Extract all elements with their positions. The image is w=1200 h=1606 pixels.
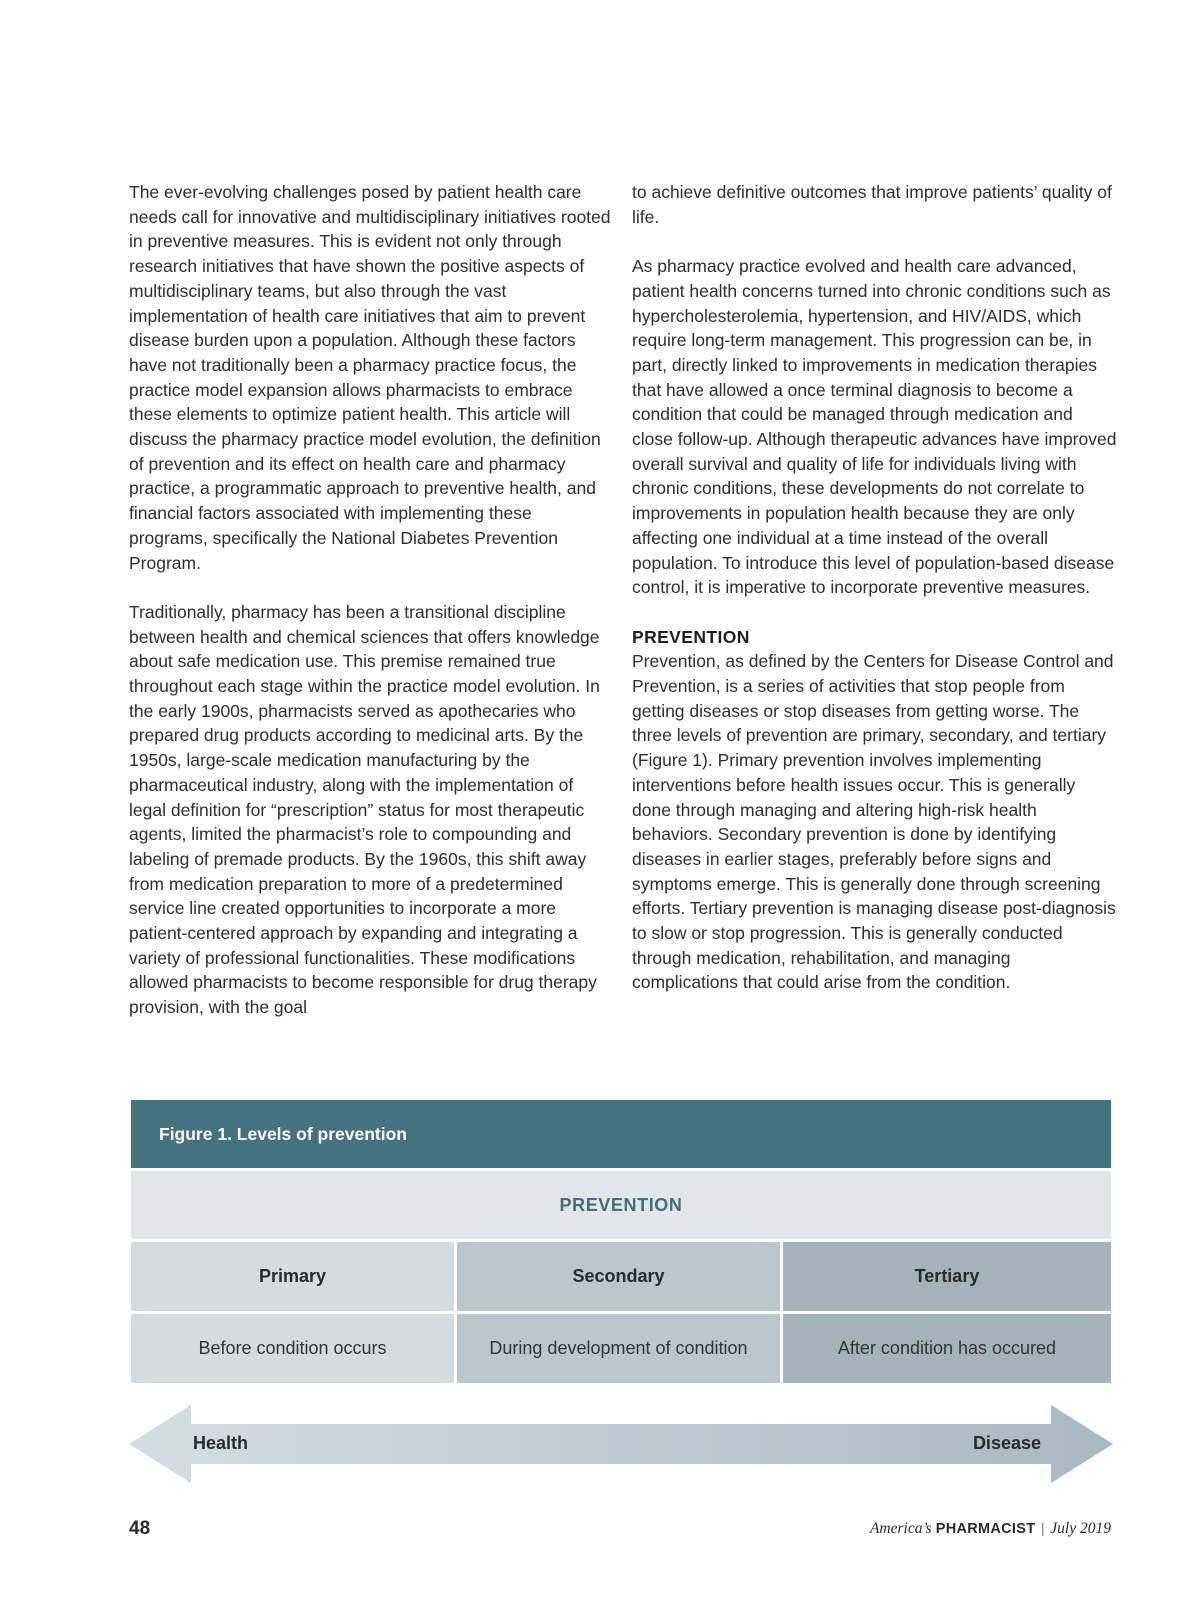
paragraph-prevention-definition: Prevention, as defined by the Centers for Disease Control and Prevention, is a series of activities that stop people from getting diseases or stop diseases from getting worse. The three levels of prevention are primary, secondary, and tertiary (Figure 1). Primary prevention involves implementing interventions before health issues occur. This is generally done through managing and altering high-risk health behaviors. Secondary prevention is done by identifying diseases in earlier stages, preferably before signs and symptoms emerge. This is generally done through screening efforts. Tertiary prevention is managing disease post-diagnosis to slow or stop progression. This is generally conducted through medication, rehabilitation, and managing complications that could arise from the condition. (632, 651, 1116, 993)
figure-prevention-heading: PREVENTION (131, 1171, 1111, 1239)
level-tertiary: Tertiary (783, 1242, 1111, 1311)
arrow-label-disease: Disease (972, 1433, 1041, 1453)
level-secondary: Secondary (457, 1242, 780, 1311)
magazine-prefix: America’s (869, 1520, 932, 1537)
article-right-column (632, 180, 1117, 1020)
running-footer (870, 1520, 1111, 1538)
figure-levels-row (131, 1242, 1111, 1311)
issue-date: July 2019 (1050, 1520, 1111, 1537)
paragraph-intro: The ever-evolving challenges posed by patient health care needs call for innovative and multidisciplinary initiatives rooted in preventive measures. This is evident not only through research initiatives that have shown the positive aspects of multidisciplinary teams, but also through the vast implementation of health care initiatives that aim to prevent disease burden upon a population. Although these factors have not traditionally been a pharmacy practice focus, the practice model expansion allows pharmacists to embrace these elements to optimize patient health. This article will discuss the pharmacy practice model evolution, the definition of prevention and its effect on health care and pharmacy practice, a programmatic approach to preventive health, and financial factors associated with implementing these programs, specifically the National Diabetes Prevention Program. (129, 182, 611, 573)
double-arrow-icon (129, 1405, 1113, 1483)
footer-separator: | (1041, 1521, 1045, 1537)
figure-levels-of-prevention (131, 1100, 1111, 1383)
page-number: 48 (129, 1518, 151, 1539)
paragraph-chronic-conditions: As pharmacy practice evolved and health care advanced, patient health concerns turned into chronic conditions such as hypercholesterolemia, hypertension, and HIV/AIDS, which require long-term management. This progression can be, in part, directly linked to improvements in medication therapies that have allowed a once terminal diagnosis to become a condition that could be managed through medication and close follow-up. Although therapeutic advances have improved overall survival and quality of life for individuals living with chronic conditions, these developments do not correlate to improvements in population health because they are only affecting one individual at a time instead of the overall population. To introduce this level of population-based disease control, it is imperative to incorporate preventive measures. (632, 256, 1117, 598)
arrow-label-health: Health (193, 1433, 249, 1453)
article-left-column (129, 180, 614, 1045)
figure-title: Figure 1. Levels of prevention (131, 1100, 1111, 1168)
section-heading-prevention: PREVENTION (632, 626, 750, 647)
description-primary: Before condition occurs (131, 1314, 454, 1383)
paragraph-continuation: to achieve definitive outcomes that improve patients’ quality of life. (632, 182, 1112, 227)
magazine-name: PHARMACIST (935, 1521, 1036, 1537)
paragraph-tradition: Traditionally, pharmacy has been a transitional discipline between health and chemical sciences that offers knowledge about safe medication use. This premise remained true throughout each stage within the practice model evolution. In the early 1900s, pharmacists served as apothecaries who prepared drug products according to medicinal arts. By the 1950s, large-scale medication manufacturing by the pharmaceutical industry, along with the implementation of legal definition for “prescription” status for most therapeutic agents, limited the pharmacist’s role to compounding and labeling of premade products. By the 1960s, this shift away from medication preparation to more of a predetermined service line created opportunities to incorporate a more patient-centered approach by expanding and integrating a variety of professional functionalities. These modifications allowed pharmacists to become responsible for drug therapy provision, with the goal (129, 601, 600, 1018)
figure-descriptions-row (131, 1314, 1111, 1383)
description-tertiary: After condition has occured (783, 1314, 1111, 1383)
description-secondary: During development of condition (457, 1314, 780, 1383)
level-primary: Primary (131, 1242, 454, 1311)
health-disease-arrow (129, 1405, 1113, 1483)
